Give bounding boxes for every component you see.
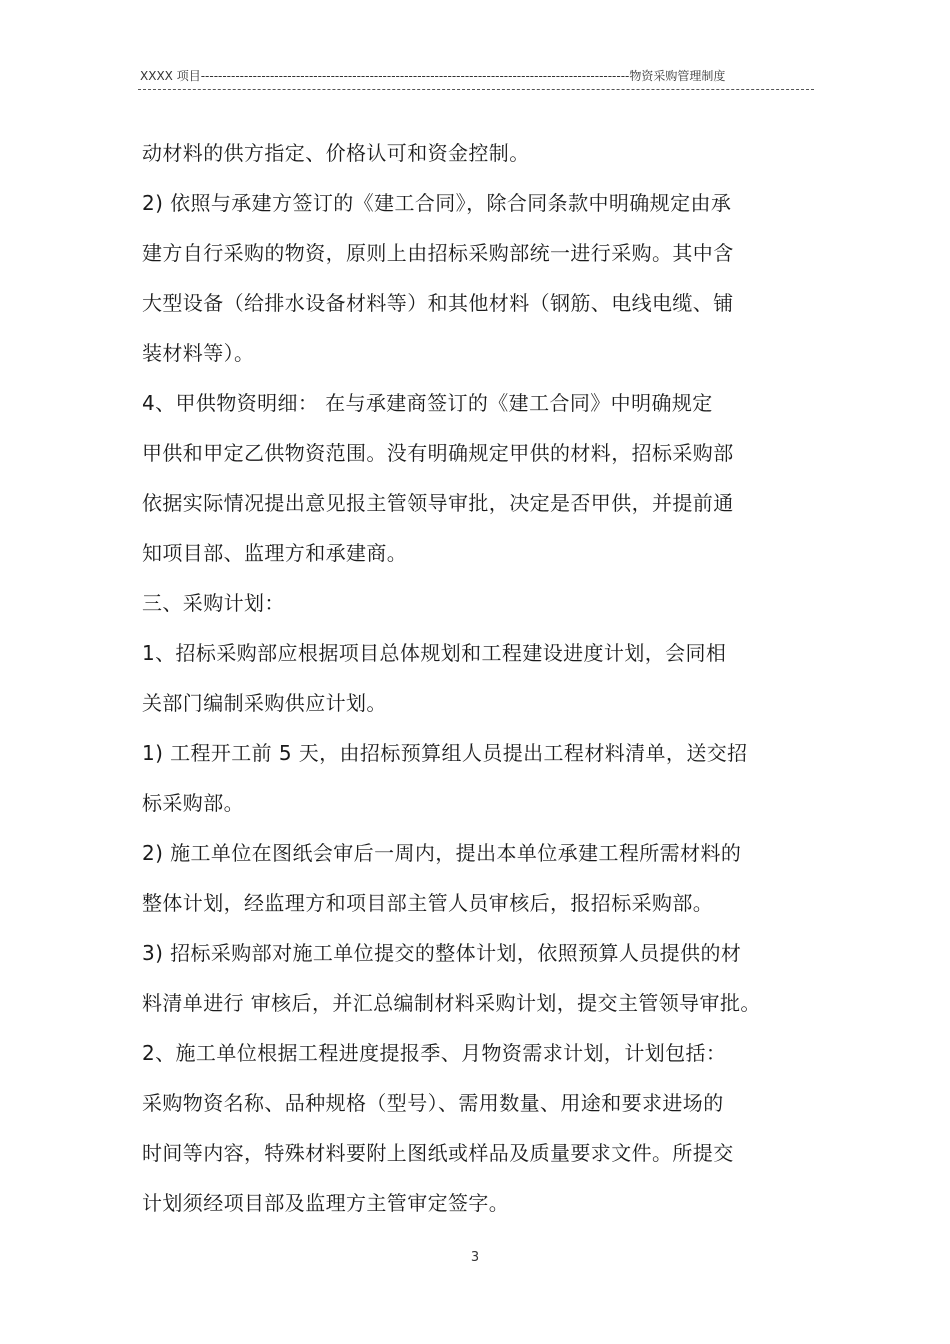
text-line: 2) 施工单位在图纸会审后一周内，提出本单位承建工程所需材料的 [142,841,742,865]
text-line: 时间等内容，特殊材料要附上图纸或样品及质量要求文件。所提交 [142,1141,734,1165]
text-line: 2、施工单位根据工程进度提报季、月物资需求计划，计划包括： [142,1041,727,1065]
text-line: 建方自行采购的物资，原则上由招标采购部统一进行采购。其中含 [142,241,734,265]
text-line: 采购物资名称、品种规格（型号）、需用数量、用途和要求进场的 [142,1091,724,1115]
page-number: 3 [470,1250,480,1265]
text-line: 装材料等）。 [142,341,255,365]
text-line: 知项目部、监理方和承建商。 [142,541,408,565]
text-line: 1、招标采购部应根据项目总体规划和工程建设进度计划，会同相 [142,641,727,665]
text-line: 甲供和甲定乙供物资范围。没有明确规定甲供的材料，招标采购部 [142,441,734,465]
document-body [142,128,814,1228]
text-line: 1) 工程开工前 5 天，由招标预算组人员提出工程材料清单，送交招 [142,741,748,765]
text-line: 3) 招标采购部对施工单位提交的整体计划，依照预算人员提供的材 [142,941,742,965]
text-line: 料清单进行 审核后，并汇总编制材料采购计划，提交主管领导审批。 [142,991,761,1015]
text-line: 标采购部。 [142,791,244,815]
text-line: 2) 依照与承建方签订的《建工合同》，除合同条款中明确规定由承 [142,191,732,215]
text-line: 关部门编制采购供应计划。 [142,691,387,715]
text-line: 大型设备（给排水设备材料等）和其他材料（钢筋、电线电缆、铺 [142,291,734,315]
section-heading: 三、采购计划： [142,591,285,615]
text-line: 动材料的供方指定、价格认可和资金控制。 [142,141,530,165]
text-line: 依据实际情况提出意见报主管领导审批，决定是否甲供，并提前通 [142,491,734,515]
text-line: 整体计划，经监理方和项目部主管人员审核后，报招标采购部。 [142,891,714,915]
header-divider [138,89,814,90]
page-header: XXXX 项目---------------------------------------------------------------------------------------------------物资采购管理制度 [140,69,726,83]
text-line: 4、甲供物资明细： 在与承建商签订的《建工合同》中明确规定 [142,391,713,415]
text-line: 计划须经项目部及监理方主管审定签字。 [142,1191,510,1215]
